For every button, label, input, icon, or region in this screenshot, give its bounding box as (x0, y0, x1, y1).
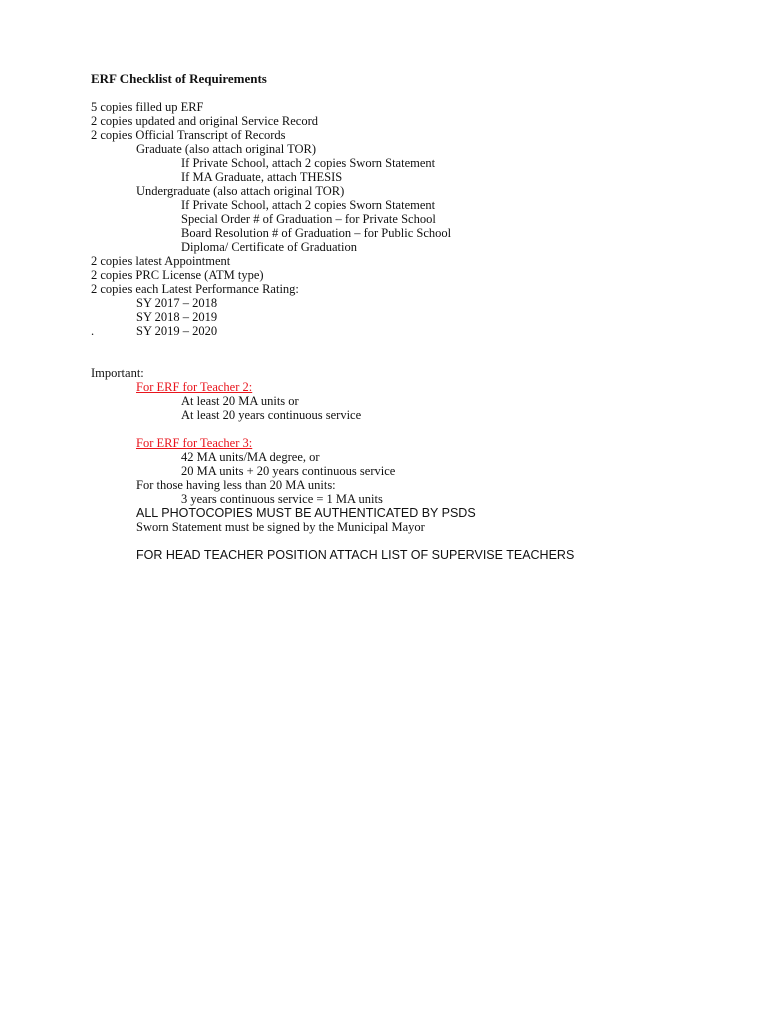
photocopies-note: ALL PHOTOCOPIES MUST BE AUTHENTICATED BY PSDS (136, 506, 476, 520)
requirement-item: 2 copies latest Appointment (91, 254, 231, 268)
requirement-subitem: Diploma/ Certificate of Graduation (181, 240, 357, 254)
teacher2-heading: For ERF for Teacher 2: (136, 380, 253, 394)
teacher3-item: 20 MA units + 20 years continuous service (181, 464, 396, 478)
teacher2-item: At least 20 years continuous service (181, 408, 362, 422)
teacher3-heading: For ERF for Teacher 3: (136, 436, 253, 450)
school-year-item: SY 2018 – 2019 (136, 310, 218, 324)
requirement-subitem: If MA Graduate, attach THESIS (181, 170, 343, 184)
requirement-subitem: Board Resolution # of Graduation – for Public School (181, 226, 452, 240)
document-title: ERF Checklist of Requirements (91, 71, 267, 86)
requirement-subitem: If Private School, attach 2 copies Sworn Statement (181, 198, 436, 212)
stray-dot: . (91, 324, 95, 338)
requirement-item: 2 copies Official Transcript of Records (91, 128, 286, 142)
requirement-item: 5 copies filled up ERF (91, 100, 204, 114)
requirement-subitem: If Private School, attach 2 copies Sworn Statement (181, 156, 436, 170)
important-label: Important: (91, 366, 144, 380)
requirement-subitem: Special Order # of Graduation – for Private School (181, 212, 436, 226)
requirement-subitem: Undergraduate (also attach original TOR) (136, 184, 345, 198)
teacher2-item: At least 20 MA units or (181, 394, 299, 408)
teacher3-item: 42 MA units/MA degree, or (181, 450, 320, 464)
head-teacher-note: FOR HEAD TEACHER POSITION ATTACH LIST OF SUPERVISE TEACHERS (136, 548, 575, 562)
requirement-item: 2 copies each Latest Performance Rating: (91, 282, 299, 296)
requirement-item: 2 copies updated and original Service Record (91, 114, 319, 128)
school-year-item: SY 2019 – 2020 (136, 324, 218, 338)
sworn-note: Sworn Statement must be signed by the Municipal Mayor (136, 520, 425, 534)
school-year-item: SY 2017 – 2018 (136, 296, 218, 310)
requirement-item: 2 copies PRC License (ATM type) (91, 268, 264, 282)
requirement-subitem: Graduate (also attach original TOR) (136, 142, 317, 156)
conversion-note: 3 years continuous service = 1 MA units (181, 492, 383, 506)
less-than-note: For those having less than 20 MA units: (136, 478, 336, 492)
